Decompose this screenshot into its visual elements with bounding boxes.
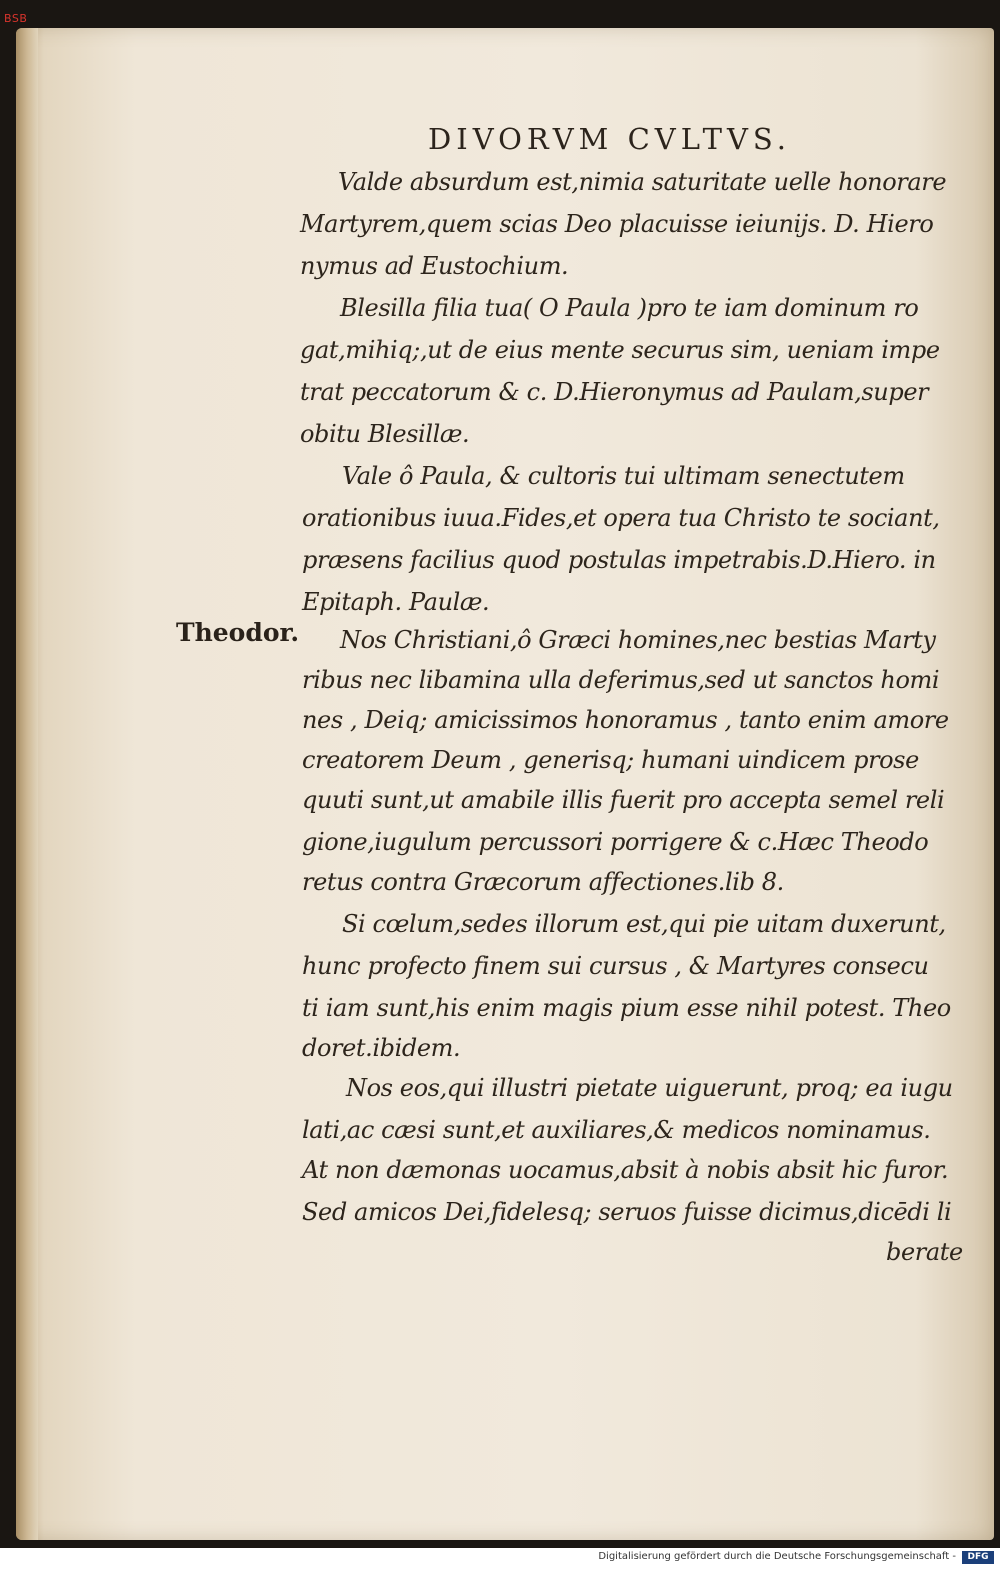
text-line: Sed amicos Dei,fidelesq; seruos fuisse dicimus,dicēdi li (302, 1198, 952, 1226)
text-line: Blesilla filia tua( O Paula )pro te iam dominum ro (340, 294, 919, 322)
text-line: præsens facilius quod postulas impetrabis.D.Hiero. in (302, 546, 936, 574)
text-line: Epitaph. Paulæ. (302, 588, 490, 616)
text-line: gat,mihiq;,ut de eius mente securus sim, ueniam impe (300, 336, 940, 364)
text-line: retus contra Græcorum affectiones.lib 8. (302, 868, 784, 896)
text-line: nes , Deiq; amicissimos honoramus , tanto enim amore (302, 706, 949, 734)
text-line: Martyrem,quem scias Deo placuisse ieiunijs. D. Hiero (300, 210, 934, 238)
text-line: ti iam sunt,his enim magis pium esse nihil potest. Theo (302, 994, 951, 1022)
library-mark: BSB (4, 12, 28, 25)
page-edge (16, 28, 38, 1540)
text-line: ribus nec libamina ulla deferimus,sed ut sanctos homi (302, 666, 940, 694)
text-line: quuti sunt,ut amabile illis fuerit pro accepta semel reli (302, 786, 945, 814)
dfg-logo: DFG (962, 1551, 994, 1564)
margin-note: Theodor. (176, 618, 300, 647)
running-header: DIVORVM CVLTVS. (428, 122, 791, 156)
text-line: nymus ad Eustochium. (300, 252, 569, 280)
text-line: doret.ibidem. (302, 1034, 461, 1062)
catchword: berate (886, 1238, 963, 1266)
text-line: gione,iugulum percussori porrigere & c.Hæc Theodo (302, 828, 929, 856)
text-line: trat peccatorum & c. D.Hieronymus ad Paulam,super (300, 378, 929, 406)
text-line: obitu Blesillæ. (300, 420, 470, 448)
text-line: Valde absurdum est,nimia saturitate uelle honorare (338, 168, 947, 196)
text-line: At non dæmonas uocamus,absit à nobis absit hic furor. (302, 1156, 949, 1184)
text-line: Nos Christiani,ô Græci homines,nec bestias Marty (340, 626, 936, 654)
text-line: lati,ac cæsi sunt,et auxiliares,& medicos nominamus. (302, 1116, 931, 1144)
funding-credit: Digitalisierung gefördert durch die Deutsche Forschungsgemeinschaft - (598, 1551, 956, 1562)
text-line: Nos eos,qui illustri pietate uiguerunt, proq; ea iugu (346, 1074, 953, 1102)
text-line: orationibus iuua.Fides,et opera tua Christo te sociant, (302, 504, 940, 532)
text-line: hunc profecto finem sui cursus , & Martyres consecu (302, 952, 929, 980)
text-line: creatorem Deum , generisq; humani uindicem prose (302, 746, 919, 774)
text-line: Si cœlum,sedes illorum est,qui pie uitam duxerunt, (342, 910, 946, 938)
text-line: Vale ô Paula, & cultoris tui ultimam senectutem (342, 462, 905, 490)
